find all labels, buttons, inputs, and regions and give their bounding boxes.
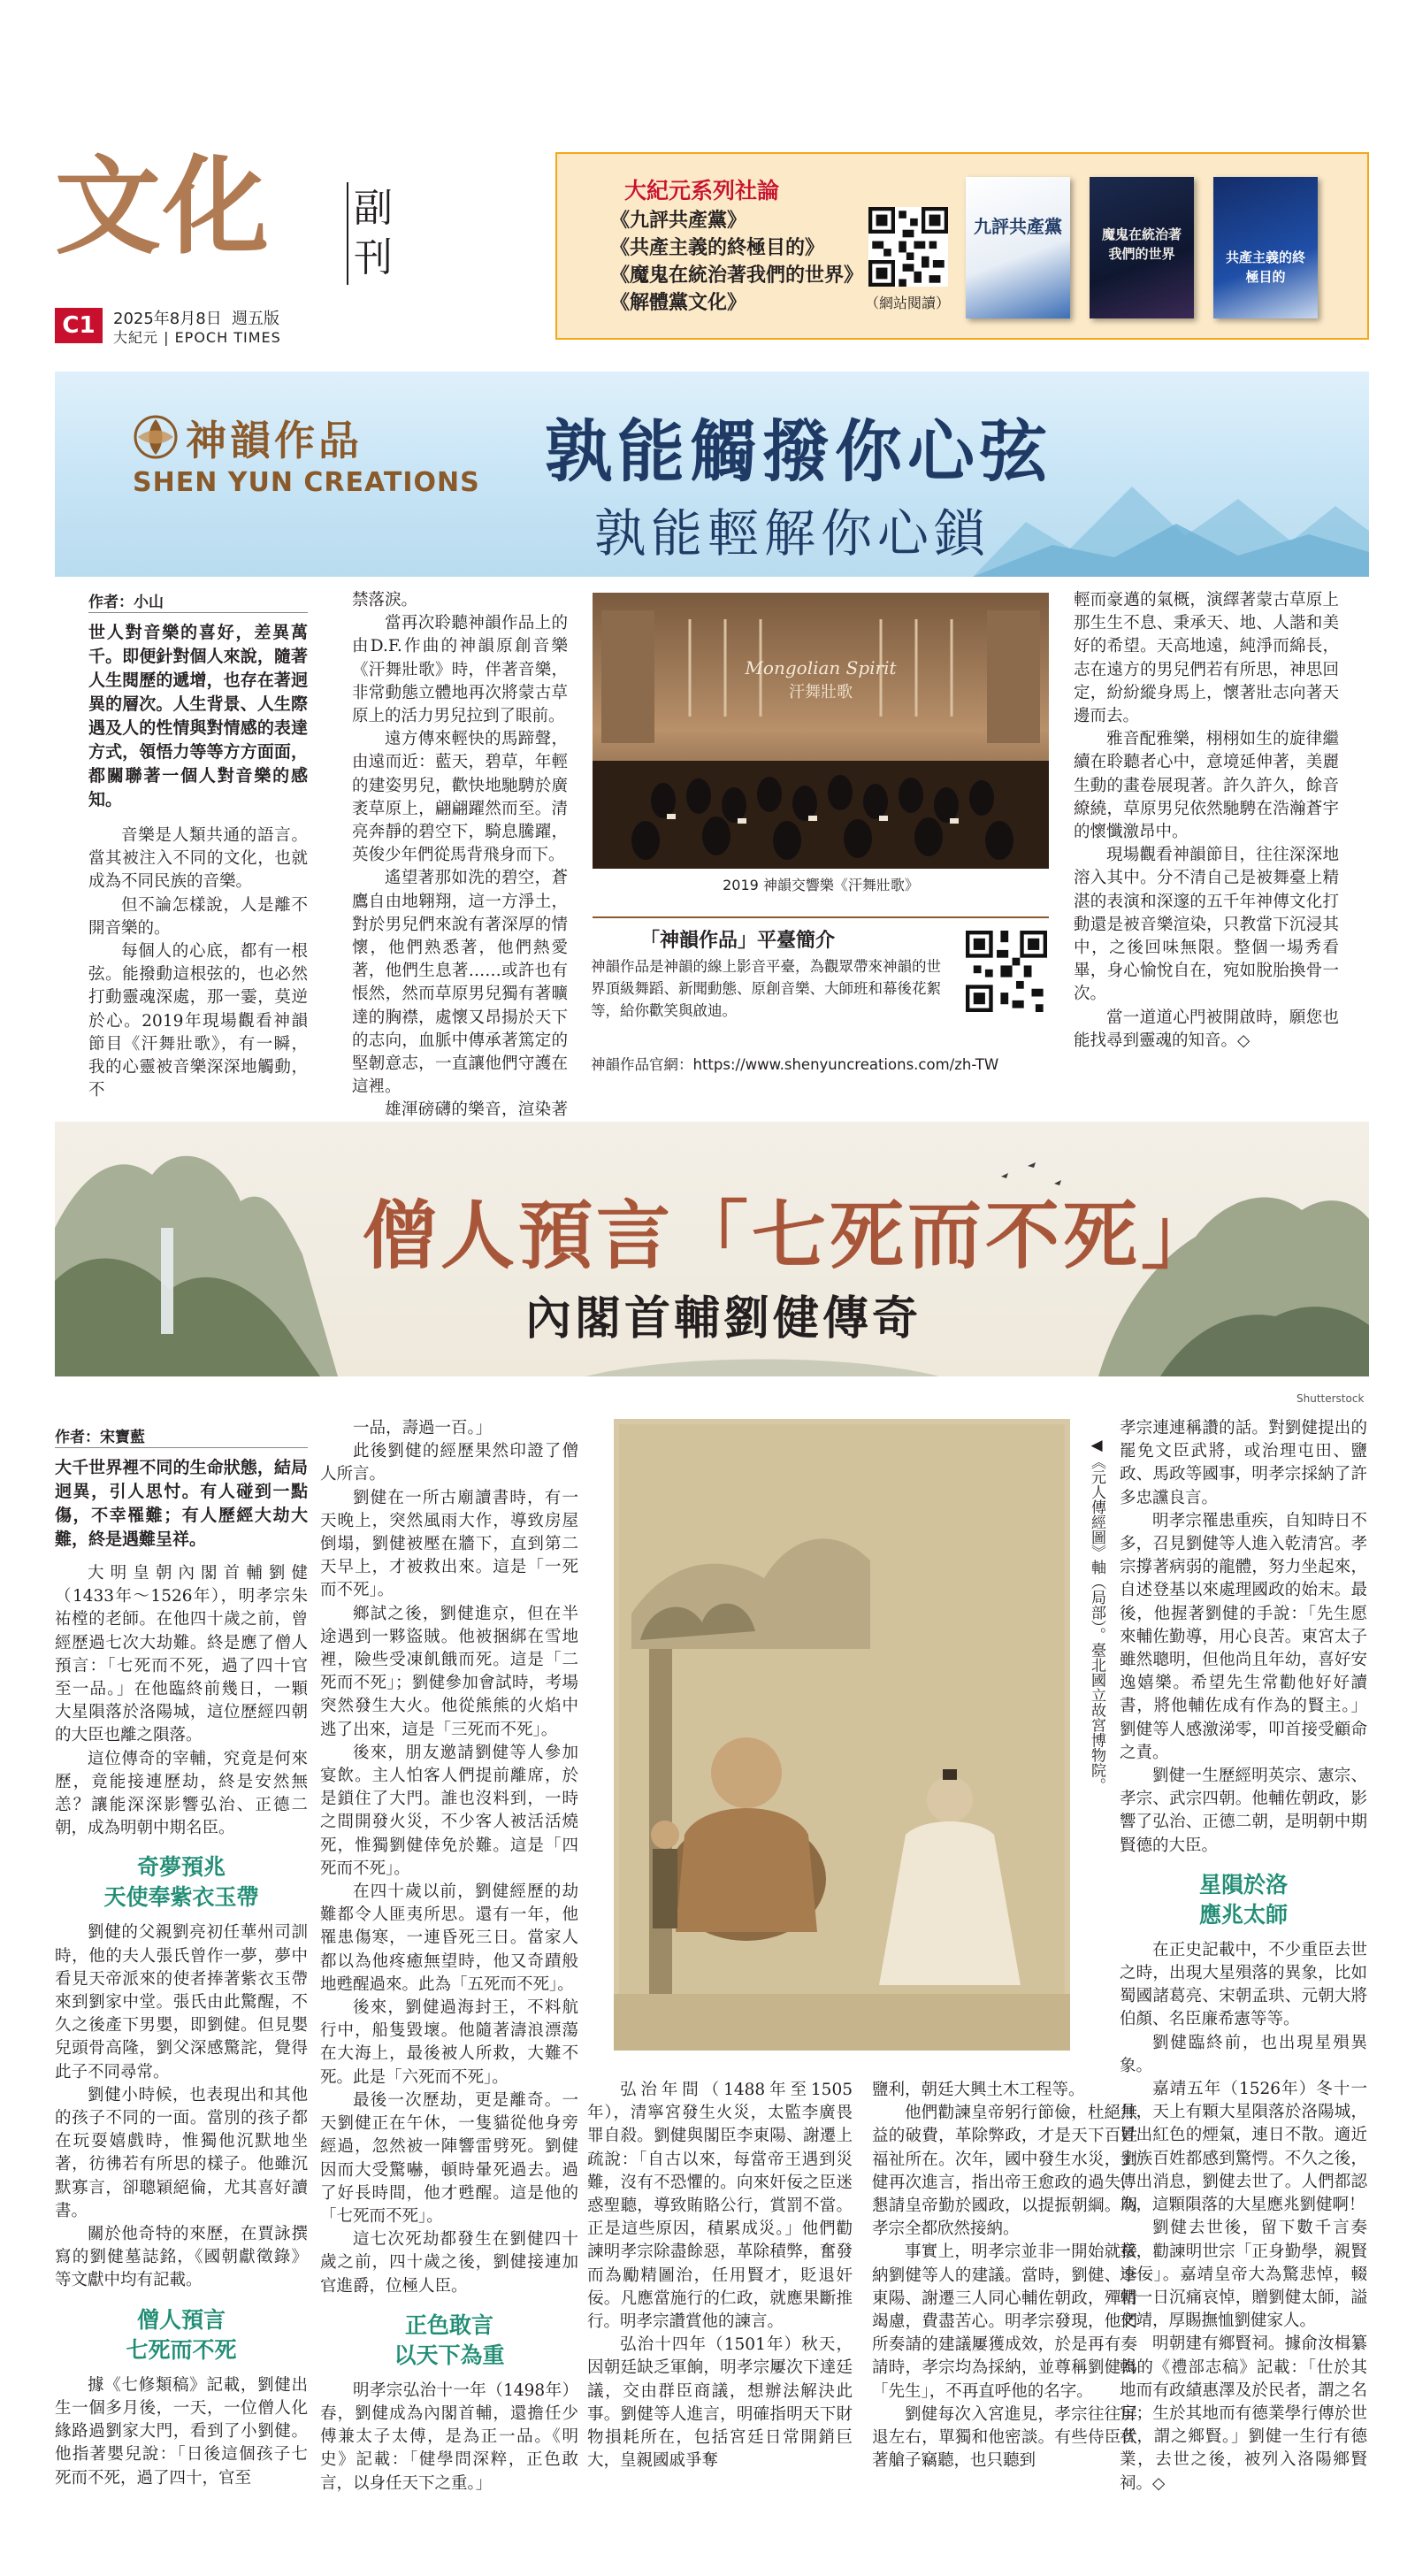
article-column-5 <box>1120 1417 1367 2496</box>
article-subheadline: 孰能輕解你心鎖 <box>594 503 991 564</box>
book-cover-devil-ruling[interactable] <box>1090 177 1194 318</box>
paragraph: 在四十歲以前，劉健經歷的劫難都令人匪夷所思。還有一年，他罹患傷寒，一連昏死三日。當家人都以為他疼癒無望時，他又奇蹟般地甦醒過來。此為「五死而不死」。 <box>320 1882 578 1994</box>
paragraph: 劉健去世後，留下數千言奏章，勸諫明世宗「正身勤學，親賢遠佞」。嘉靖皇帝大為驚悲悼，輟朝一日沉痛哀悼，贈劉健太師，謚文靖，厚賜撫恤劉健家人。 <box>1120 2219 1367 2331</box>
subheading: 星隕於洛 應兆太師 <box>1198 1871 1288 1928</box>
article-byline: 作者：宋寶藍 <box>55 1429 145 1446</box>
paragraph: 劉健每次入宮進見，孝宗往往屏退左右，單獨和他密談。有些侍臣伏著艙子竊聽，也只聽到 <box>872 2404 1137 2471</box>
article-column-1 <box>88 621 308 1102</box>
paragraph: 劉健一生歷經明英宗、憲宗、孝宗、武宗四朝。他輔佐朝政，影響了弘治、正德二朝，是明朝中期賢德的大臣。 <box>1120 1767 1367 1855</box>
paragraph: 後來，朋友邀請劉健等人參加宴飲。主人怕客人們提前離席，於是鎖住了大門。誰也沒料到，一時之間開發火災，不少客人被活活燒死，惟獨劉健倖免於難。這是「四死而不死」。 <box>320 1743 578 1878</box>
ad-item: 《解體黨文化》 <box>610 292 747 314</box>
paragraph: 大明皇朝內閣首輔劉健（1433年～1526年），明孝宗朱祐樘的老師。在他四十歲之前，曾經歷過七次大劫難。終是應了僧人預言：「七死而不死，過了四十官至一品。」在他臨終前幾日，一顆大星隕落於洛陽城，這位歷經四朝的大臣也離之隕落。 <box>55 1564 308 1745</box>
subheading: 奇夢預兆 天使奉紫衣玉帶 <box>103 1854 259 1911</box>
book-title: 九評共產黨 <box>974 216 1062 237</box>
photo-overlay-title-cn: 汗舞壯歌 <box>789 683 853 702</box>
byline-rule <box>88 612 308 613</box>
shenyun-logo-icon <box>133 414 179 460</box>
paragraph: 事實上，明孝宗並非一開始就接納劉健等人的建議。當時，劉健、李東陽、謝遷三人同心輔佐朝政，殫精竭慮，費盡苦心。明孝宗發現，他們所奏請的建議屢獲成效，於是再有奏請時，孝宗均為採納，並尊稱劉健為「先生」，不再直呼他的名字。 <box>872 2242 1137 2401</box>
paragraph: 雅音配雅樂，栩栩如生的旋律繼續在聆聽者心中，意境延伸著，美麗生動的畫卷展現著。許久許久，餘音繚繞，草原男兒依然馳騁在浩瀚蒼宇的懷懺激昂中。 <box>1074 730 1339 842</box>
photo-caption: 2019 神韻交響樂《汗舞壯歌》 <box>723 877 919 893</box>
article-headline: 孰能觸撥你心弦 <box>545 412 1052 491</box>
subheading: 僧人預言 七死而不死 <box>126 2306 237 2363</box>
paragraph: 弘治十四年（1501年）秋天，因朝廷缺乏軍餉，明孝宗屢次下達廷議，交由群臣商議，想辦法解決此事。劉健等人進言，明確指明天下財物損耗所在，包括宮廷日常開銷巨大，皇親國戚爭奪 <box>587 2335 853 2471</box>
paragraph: 弘治年間（1488年至1505年），清寧宮發生火災，太監李廣畏罪自殺。劉健與閣臣李東陽、謝遷上疏說：「自古以來，每當帝王遇到災難，沒有不恐懼的。向來奸佞之臣迷惑聖聽，導致賄賂公行，賞罰不當。正是這些原因，積累成災。」他們勸諫明孝宗除盡餘惡，革除積弊，奮發而為勵精圖治，任用賢才，貶退奸佞。凡應當施行的仁政，就應果斷推行。明孝宗讚賞他的諫言。 <box>587 2081 853 2332</box>
article-column-4 <box>872 2079 1137 2472</box>
paragraph: 劉健在一所古廟讀書時，有一天晚上，突然風雨大作，導致房屋倒塌，劉健被壓在牆下，直到第二天早上，才被救出來。這是「一死而不死」。 <box>320 1488 578 1600</box>
paragraph: 鹽利，朝廷大興土木工程等。 <box>872 2081 1085 2099</box>
standing-figure <box>651 1821 679 1928</box>
section-title: 文化 <box>55 144 271 269</box>
qr-code-icon[interactable] <box>966 931 1047 1012</box>
ad-item: 《九評共產黨》 <box>610 210 747 232</box>
section-subtitle: 副刊 <box>354 186 393 280</box>
issue-edition: 週五版 <box>232 310 279 328</box>
paragraph: 當再次聆聽神韻作品上的由D.F.作曲的神韻原創音樂《汗舞壯歌》時，伴著音樂，非常動態立體地再次將蒙古草原上的活力男兒拉到了眼前。 <box>352 614 568 726</box>
paragraph: 孝宗連連稱讚的話。對劉健提出的罷免文臣武將，或治理屯田、鹽政、馬政等國事，明孝宗採納了許多忠讜良言。 <box>1120 1419 1367 1507</box>
paragraph: 當一道道心門被開啟時，願您也能找尋到靈魂的知音。◇ <box>1074 1008 1339 1050</box>
platform-intro-body: 神韻作品是神韻的線上影音平臺，為觀眾帶來神韻的世界頂級舞蹈、新聞動態、原創音樂、大師班和幕後花絮等，給你歡笑與啟迪。 <box>591 958 941 1019</box>
subheading: 正色敢言 以天下為重 <box>394 2312 505 2368</box>
paragraph: 禁落淚。 <box>352 591 418 610</box>
article-column-2 <box>320 1417 578 2496</box>
paragraph: 劉健小時候，也表現出和其他的孩子不同的一面。當別的孩子都在玩耍嬉戲時，惟獨他沉默地坐著，彷彿若有所思的樣子。他雖沉默寡言，卻聰穎絕倫，尤其喜好讀書。 <box>55 2085 308 2220</box>
paragraph: 明朝建有鄉賢祠。據俞汝楫纂輯的《禮部志稿》記載：「仕於其地而有政績惠澤及於民者，謂之名宦；生於其地而有德業學行傳於世者，謂之鄉賢。」劉健一生行有德業，去世之後，被列入洛陽鄉賢祠。◇ <box>1120 2334 1367 2493</box>
paragraph: 此後劉健的經歷果然印證了僧人所言。 <box>320 1442 578 1484</box>
ad-item: 《魔鬼在統治著我們的世界》 <box>610 264 864 287</box>
paragraph: 劉健的父親劉亮初任華州司訓時，他的夫人張氏曾作一夢，夢中看見天帝派來的使者捧著紫衣玉帶來到劉家中堂。張氏由此驚醒，不久之後產下男嬰，即劉健。但見嬰兒頭骨高隆，劉父深感驚詫，覺得此子不同尋常。 <box>55 1923 308 2082</box>
paragraph: 遠方傳來輕快的馬蹄聲，由遠而近：藍天，碧草，年輕的建姿男兒，歡快地馳騁於廣袤草原上，翩翩躍然而至。清亮奔靜的碧空下，騎息騰躍，英俊少年們從馬背飛身而下。 <box>352 730 568 865</box>
page-code-badge: C1 <box>55 308 103 343</box>
article-column-2 <box>352 589 568 1146</box>
paragraph: 關於他奇特的來歷，在賈詠撰寫的劉健墓誌銘，《國朝獻徵錄》等文獻中均有記載。 <box>55 2225 308 2290</box>
paragraph: 鄉試之後，劉健進京，但在半途遇到一夥盜賊。他被捆綁在雪地裡，險些受凍飢餓而死。這是「二死而不死」；劉健參加會試時，考場突然發生大火。他從熊熊的火焰中逃了出來，這是「三死而不死」。 <box>320 1604 578 1739</box>
book-title: 魔鬼在統治著我們的世界 <box>1101 226 1182 262</box>
article-column-3 <box>587 2079 853 2472</box>
platform-website-link[interactable]: 神韻作品官網：https://www.shenyuncreations.com/zh-TW <box>591 1056 999 1073</box>
ad-title: 大紀元系列社論 <box>624 178 780 203</box>
paragraph: 劉健臨終前，也出現星殞異象。 <box>1120 2033 1367 2075</box>
paragraph: 最後一次歷劫，更是離奇。一天劉健正在午休，一隻貓從他身旁經過，忽然被一陣響雷劈死。劉健因而大受驚嚇，頓時暈死過去。過了好長時間，他才甦醒。這是他的「七死而不死」。 <box>320 2090 578 2226</box>
photo-overlay-title: Mongolian Spirit <box>745 657 897 678</box>
article-column-1 <box>55 1456 308 2490</box>
orchestra-photo <box>593 593 1049 869</box>
paragraph: 嘉靖五年（1526年）冬十一月，天上有顆大星隕落於洛陽城，冒出紅色的煙氣，連日不散。適近士族百姓都感到驚愕。不久之後，傳出消息，劉健去世了。人們都認為，這顆隕落的大星應兆劉健啊！ <box>1120 2080 1367 2215</box>
ad-item: 《共產主義的終極目的》 <box>610 237 825 259</box>
masthead-divider <box>347 182 348 285</box>
shenyun-logo-en: SHEN YUN CREATIONS <box>133 467 480 498</box>
byline-rule <box>55 1447 308 1448</box>
yuan-scripture-painting <box>614 1419 1070 2051</box>
painting-caption: ◀《元人傳經圖》軸（局部）。臺北國立故宮博物院。 <box>1088 1437 1105 1793</box>
paragraph: 在正史記載中，不少重臣去世之時，出現大星殞落的異象，比如蜀國諸葛亮、宋朝孟珙、元朝大將伯顏、名臣廉希憲等等。 <box>1120 1940 1367 2029</box>
paragraph: 現場觀看神韻節目，往往深深地溶入其中。分不清自己是被舞臺上精湛的表演和深邃的五千年神傳文化打動還是被音樂渲染，只教當下沉浸其中，之後回味無限。整個一場秀看畢，身心愉悅自在，宛如脫胎換骨一次。 <box>1074 846 1339 1004</box>
book-title: 共產主義的終極目的 <box>1225 249 1305 285</box>
qr-code-icon[interactable] <box>868 207 948 287</box>
paragraph: 明孝宗弘治十一年（1498年）春，劉健成為內閣首輔，還擔任少傅兼太子太傅，是為正一品。《明史》記載：「健學問深粹，正色敢言，以身任天下之重。」 <box>320 2380 578 2493</box>
paragraph: 一品，壽過一百。」 <box>353 1419 493 1438</box>
paragraph: 這位傳奇的宰輔，究竟是何來歷，竟能接連歷劫，終是安然無恙？讓能深深影響弘治、正德二朝，成為明朝中期名臣。 <box>55 1749 308 1838</box>
paragraph: 他們勸諫皇帝躬行節儉，杜絕無益的破費，革除弊政，才是天下百姓福祉所在。次年，國中發生水災，劉健再次進言，指出帝王愈政的過失，懇請皇帝勤於國政，以提振朝綱。明孝宗全都欣然接納。 <box>872 2104 1137 2239</box>
newspaper-name: 大紀元 | EPOCH TIMES <box>113 329 281 346</box>
paragraph: 後來，劉健過海封王，不料航行中，船隻毀壞。他隨著濤浪漂蕩在大海上，最後被人所救，大難不死。此是「六死而不死」。 <box>320 1998 578 2087</box>
paragraph: 遙望著那如洗的碧空，蒼鷹自由地翱翔，這一方淨土，對於男兒們來說有著深厚的情懷，他們熟悉著，他們熱愛著，他們生息著……或許也有悵然，然而草原男兒獨有著曠達的胸襟，處懷又昂揚於天下的志向，血脈中傳承著篤定的堅韌意志，一直讓他們守護在這裡。 <box>352 869 568 1097</box>
article-byline: 作者：小山 <box>88 594 164 611</box>
platform-intro-title: 「神韻作品」平臺簡介 <box>640 930 836 952</box>
article-headline: 僧人預言「七死而不死」 <box>363 1192 1220 1279</box>
paragraph: 音樂是人類共通的語言。當其被注入不同的文化，也就成為不同民族的音樂。 <box>88 826 308 892</box>
image-credit: Shutterstock <box>1296 1392 1365 1405</box>
paragraph: 這七次死劫都發生在劉健四十歲之前，四十歲之後，劉健接連加官進爵，位極人臣。 <box>320 2230 578 2296</box>
paragraph: 每個人的心底，都有一根弦。能撥動這根弦的，也必然打動靈魂深處，那一霎，莫逆於心。2019年現場觀看神韻節目《汗舞壯歌》，有一瞬，我的心靈被音樂深深地觸動，不 <box>88 942 308 1100</box>
article-lead: 世人對音樂的喜好，差異萬千。即便針對個人來說，隨著人生閱歷的遞增，也存在著迥異的層次。人生背景、人生際遇及人的性情與對情感的表達方式，領悟力等等方方面面，都關聯著一個人對音樂的感知。 <box>88 623 308 809</box>
shenyun-logo-cn: 神韻作品 <box>186 417 363 464</box>
article-column-3 <box>1074 589 1339 1053</box>
paragraph: 但不論怎樣說，人是離不開音樂的。 <box>88 895 308 938</box>
paragraph: 據《七修類稿》記載，劉健出生一個多月後，一天，一位僧人化緣路過劉家大門，看到了小劉健。他指著嬰兒說：「日後這個孩子七死而不死，過了四十，官至 <box>55 2375 308 2488</box>
paragraph: 明孝宗罹患重疾，自知時日不多，召見劉健等人進入乾清宮。孝宗撐著病弱的龍體，努力坐起來，自述登基以來處理國政的始末。最後，他握著劉健的手說：「先生愿來輔佐勤導，用心良苦。東宮太子雖然聰明，但他尚且年幼，喜好安逸嬉樂。希望先生常勸他好好讀書，將他輔佐成有作為的賢主。」劉健等人感激涕零，叩首接受顧命之責。 <box>1120 1511 1367 1762</box>
issue-date: 2025年8月8日 <box>113 310 222 328</box>
article-lead: 大千世界裡不同的生命狀態，結局迥異，引人思忖。有人碰到一點傷，不幸罹難；有人歷經大劫大難，終是遇難呈祥。 <box>55 1458 308 1549</box>
paragraph: 雄渾磅礴的樂音，渲染著 <box>385 1100 568 1120</box>
article-subheadline: 內閣首輔劉健傳奇 <box>525 1292 922 1346</box>
qr-caption: （網站閱讀） <box>865 295 951 311</box>
book-cover-ultimate-goal[interactable] <box>1213 177 1318 318</box>
paragraph: 輕而豪邁的氣概，演繹著蒙古草原上那生生不息、秉承天、地、人諧和美好的希望。天高地遠，純淨而綿長，志在遠方的男兒們若有所思，神思回定，紛紛縱身馬上，懷著壯志向著天邊而去。 <box>1074 591 1339 726</box>
book-cover-nine-commentaries[interactable] <box>966 177 1070 318</box>
